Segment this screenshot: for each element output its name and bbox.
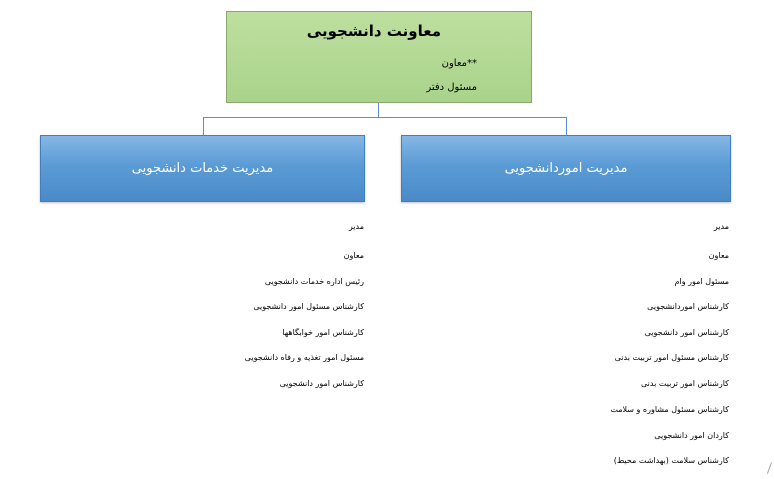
list-item: کارشناس مسئول مشاوره و سلامت <box>610 405 729 414</box>
branch-node-student-affairs-label: مدیریت اموردانشجویی <box>504 161 628 176</box>
connector-vertical-main <box>378 103 379 118</box>
list-item: کارشناس امور تربیت بدنی <box>640 379 729 388</box>
services-staff-list <box>164 222 364 422</box>
branch-node-services <box>40 135 365 202</box>
connector-vertical-right <box>566 117 567 135</box>
list-item: کاردان امور دانشجویی <box>654 431 729 440</box>
student-affairs-staff-list <box>529 222 729 472</box>
list-item: کارشناس امور دانشجویی <box>644 328 729 337</box>
list-item: مدیر <box>713 222 729 231</box>
list-item: کارشناس مسئول امور دانشجویی <box>253 302 364 311</box>
branch-node-services-label: مدیریت خدمات دانشجویی <box>131 161 274 176</box>
list-item: کارشناس اموردانشجویی <box>647 302 729 311</box>
list-item: معاون <box>708 251 729 260</box>
list-item: کارشناس امور دانشجویی <box>279 379 364 388</box>
corner-mark <box>767 462 772 474</box>
list-item: مسئول امور تغذیه و رفاه دانشجویی <box>244 353 364 362</box>
top-node-line-deputy: **معاون <box>441 58 477 69</box>
list-item: مدیر <box>348 222 364 231</box>
list-item: مسئول امور وام <box>674 277 729 286</box>
branch-node-student-affairs <box>401 135 731 202</box>
list-item: کارشناس سلامت (بهداشت محیط) <box>613 456 729 465</box>
list-item: معاون <box>343 251 364 260</box>
top-node-student-deputy <box>226 11 532 103</box>
list-item: کارشناس مسئول امور تربیت بدنی <box>614 353 729 362</box>
top-node-line-office: مسئول دفتر <box>426 82 477 93</box>
connector-horizontal <box>203 117 567 118</box>
list-item: رئیس اداره خدمات دانشجویی <box>264 277 364 286</box>
list-item: کارشناس امور خوابگاهها <box>282 328 364 337</box>
connector-vertical-left <box>203 117 204 135</box>
top-node-title: معاونت دانشجویی <box>306 22 441 40</box>
